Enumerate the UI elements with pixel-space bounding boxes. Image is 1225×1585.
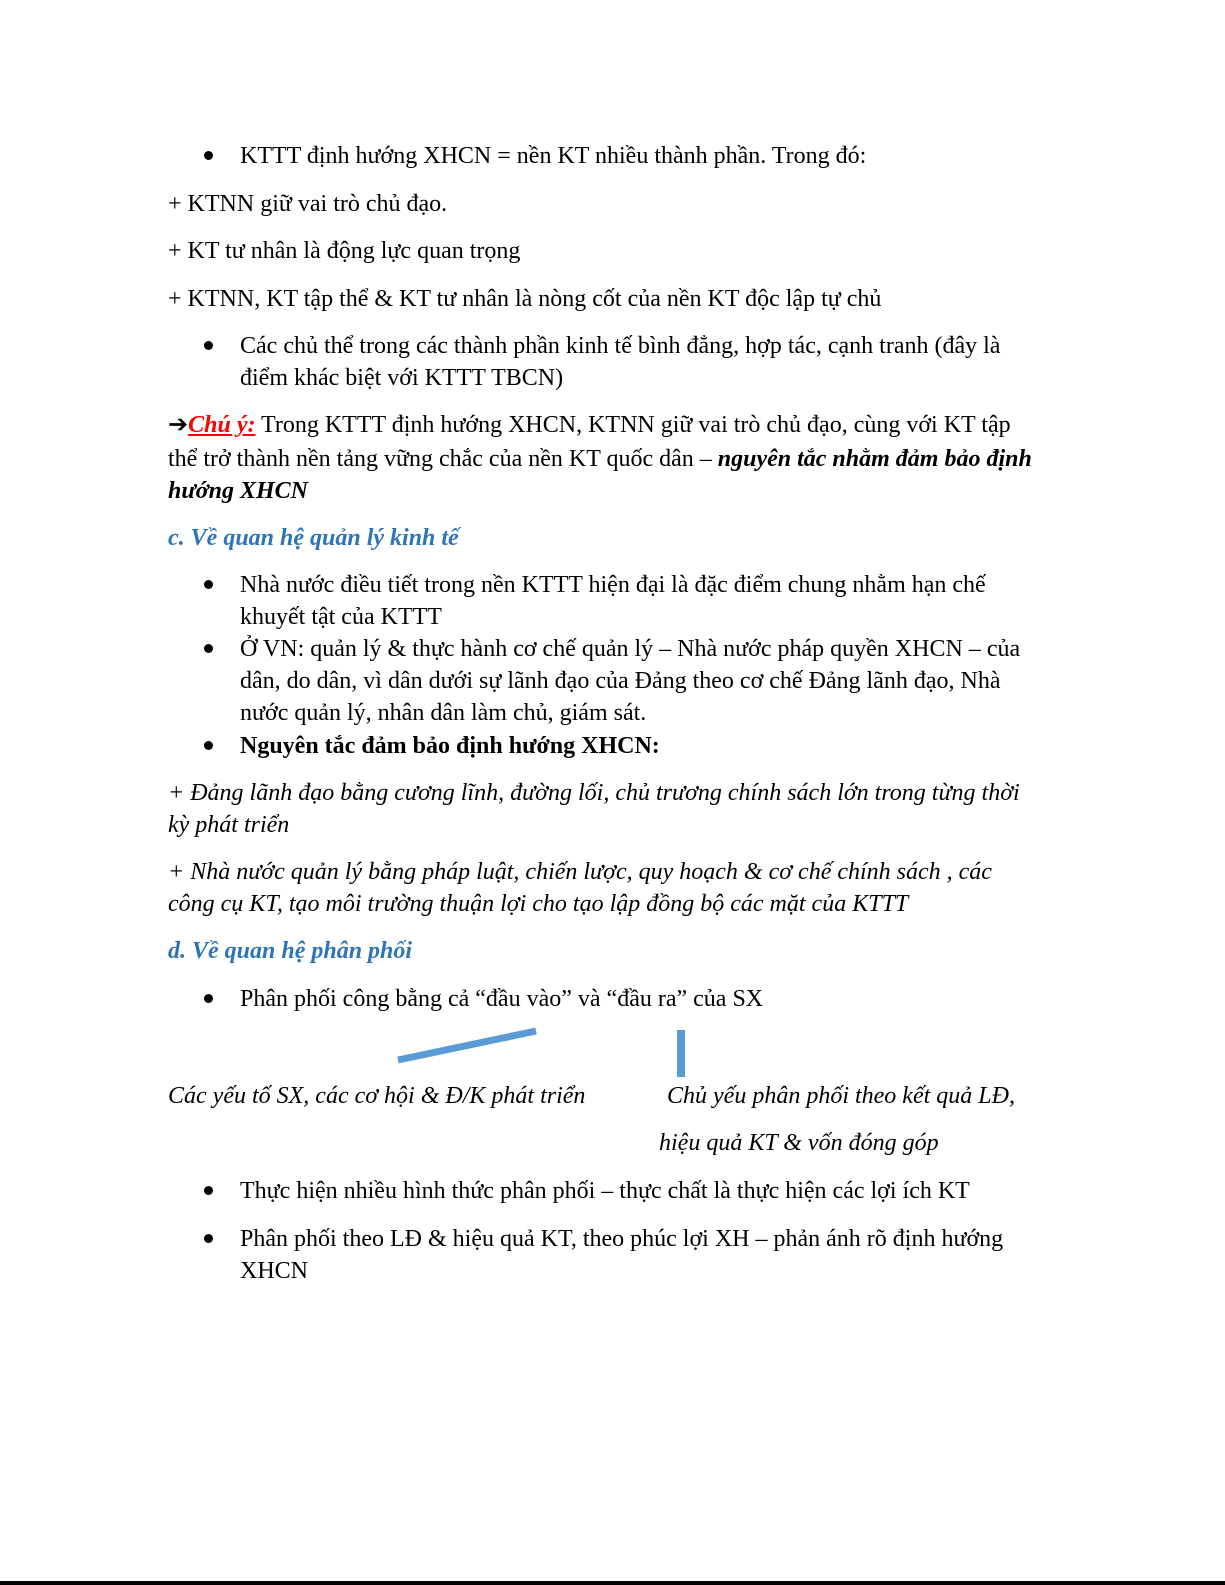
- bullet-text: Ở VN: quản lý & thực hành cơ chế quản lý – Nhà nước pháp quyền XHCN – của: [240, 636, 1021, 662]
- paragraph: + KTNN giữ vai trò chủ đạo.: [168, 191, 448, 217]
- arrow-icon: ➔: [168, 412, 189, 438]
- paragraph: + KT tư nhân là động lực quan trọng: [168, 238, 521, 264]
- note-text: thể trở thành nền tảng vững chắc của nền KT quốc dân –: [168, 446, 718, 472]
- note-emphasis: nguyên tắc nhằm đảm bảo định: [717, 446, 1032, 472]
- bullet-icon: [204, 1234, 213, 1243]
- left-label: Các yếu tố SX, các cơ hội & Đ/K phát triển: [168, 1083, 586, 1109]
- connector-left: [398, 1031, 536, 1060]
- italic-paragraph: + Nhà nước quản lý bằng pháp luật, chiến lược, quy hoạch & cơ chế chính sách , các: [168, 859, 992, 885]
- right-label: hiệu quả KT & vốn đóng góp: [659, 1130, 939, 1156]
- bullet-text: XHCN: [240, 1258, 309, 1284]
- bullet-text: Phân phối theo LĐ & hiệu quả KT, theo phúc lợi XH – phản ánh rõ định hướng: [240, 1226, 1004, 1252]
- bullet-text: KTTT định hướng XHCN = nền KT nhiều thành phần. Trong đó:: [240, 143, 867, 169]
- bullet-text: Nguyên tắc đảm bảo định hướng XHCN:: [240, 733, 660, 759]
- section-heading: d. Về quan hệ phân phối: [168, 938, 413, 964]
- right-label: Chủ yếu phân phối theo kết quả LĐ,: [667, 1083, 1015, 1109]
- bullet-text: khuyết tật của KTTT: [240, 604, 442, 630]
- section-heading: c. Về quan hệ quản lý kinh tế: [168, 525, 459, 551]
- note-emphasis: hướng XHCN: [168, 478, 308, 504]
- bullet-text: Phân phối công bằng cả “đầu vào” và “đầu ra” của SX: [240, 986, 764, 1012]
- italic-paragraph: kỳ phát triển: [168, 812, 290, 838]
- bullet-text: dân, do dân, vì dân dưới sự lãnh đạo của Đảng theo cơ chế Đảng lãnh đạo, Nhà: [240, 668, 1001, 694]
- paragraph: + KTNN, KT tập thể & KT tư nhân là nòng cốt của nền KT độc lập tự chủ: [168, 286, 882, 312]
- bullet-text: Các chủ thể trong các thành phần kinh tế bình đẳng, hợp tác, cạnh tranh (đây là: [240, 333, 1001, 359]
- bullet-text: Nhà nước điều tiết trong nền KTTT hiện đại là đặc điểm chung nhằm hạn chế: [240, 572, 986, 598]
- bullet-icon: [204, 1186, 213, 1195]
- bullet-text: điểm khác biệt với KTTT TBCN): [240, 365, 564, 391]
- bullet-text: Thực hiện nhiều hình thức phân phối – thực chất là thực hiện các lợi ích KT: [240, 1178, 970, 1204]
- italic-paragraph: + Đảng lãnh đạo bằng cương lĩnh, đường lối, chủ trương chính sách lớn trong từng thời: [168, 780, 1020, 806]
- italic-paragraph: công cụ KT, tạo môi trường thuận lợi cho tạo lập đồng bộ các mặt của KTTT: [168, 891, 909, 917]
- note-text: Trong KTTT định hướng XHCN, KTNN giữ vai trò chủ đạo, cùng với KT tập: [255, 412, 1011, 438]
- note-label: Chú ý:: [188, 412, 256, 438]
- page-bottom-border: [0, 1581, 1225, 1585]
- bullet-text: nước quản lý, nhân dân làm chủ, giám sát.: [240, 700, 647, 726]
